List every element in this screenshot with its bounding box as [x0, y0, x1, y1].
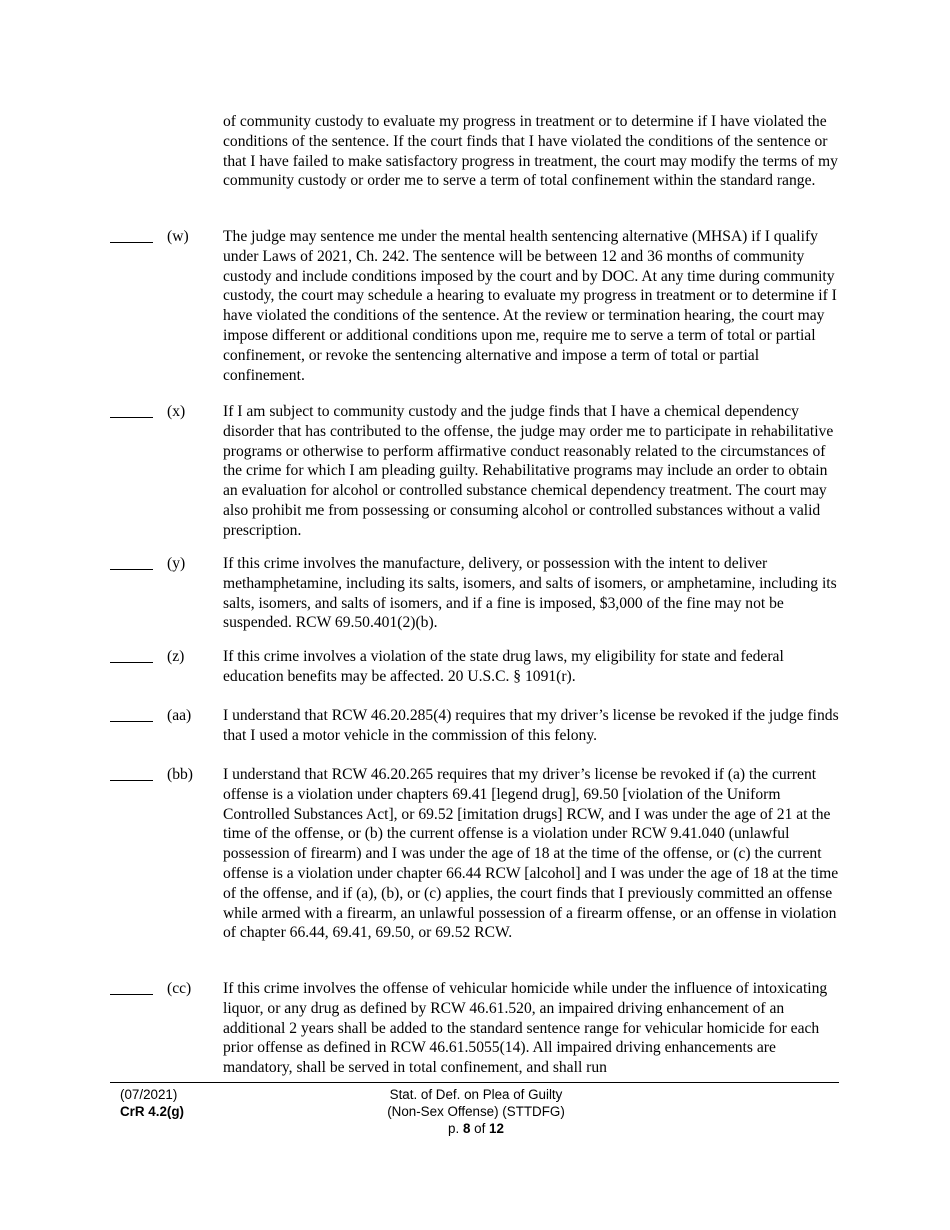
page-number: [376, 1120, 576, 1137]
clause-text: I understand that RCW 46.20.265 requires that my driver’s license be revoked if (a) the current offense is a violation under chapters 69.41 [legend drug], 69.50 [violation of the Uniform Controlled Substances Act], or 69.52 [imitation drugs] RCW, and I was under the age of 21 at the time of the offense, or (b) the current offense is a violation under RCW 9.41.040 (unlawful possession of firearm) and I was under the age of 18 at the time of the offense, or (c) the current offense is a violation under chapter 66.44 RCW [alcohol] and I was under the age of 18 at the time of the offense, and if (a), (b), or (c) applies, the court finds that I previously committed an offense while armed with a firearm, an unlawful possession of a firearm offense, or an offense in violation of chapter 66.44, 69.41, 69.50, or 69.52 RCW.: [223, 766, 839, 942]
clause-text: If this crime involves the manufacture, delivery, or possession with the intent to deliver methamphetamine, including its salts, isomers, and salts of isomers, or amphetamine, including its salts, isomers, and salts of isomers, and if a fine is imposed, $3,000 of the fine may not be suspended. RCW 69.50.401(2)(b).: [223, 555, 837, 632]
clause-text: If this crime involves the offense of vehicular homicide while under the influence of intoxicating liquor, or any drug as defined by RCW 46.61.520, an impaired driving enhancement of an additional 2 years shall be added to the standard sentence range for vehicular homicide for each prior offense as defined in RCW 46.61.5055(14). All impaired driving enhancements are mandatory, shall be served in total confinement, and shall run: [223, 980, 828, 1077]
initial-blank: [110, 780, 153, 781]
clause-label: (bb): [167, 766, 193, 783]
footer-rule: [110, 1082, 839, 1083]
page-prefix: p.: [448, 1121, 460, 1136]
form-date: (07/2021): [120, 1087, 178, 1102]
clause-label: (x): [167, 403, 186, 420]
initial-blank: [110, 662, 153, 663]
lead-paragraph: of community custody to evaluate my progress in treatment or to determine if I have violated the conditions of the sentence. If the court finds that I have violated the conditions of the sentence or that I have failed to make satisfactory progress in treatment, the court may modify the terms of my community custody or order me to serve a term of total confinement within the standard range.: [223, 113, 838, 190]
clause-text: The judge may sentence me under the mental health sentencing alternative (MHSA) if I qualify under Laws of 2021, Ch. 242. The sentence will be between 12 and 36 months of community custody and include conditions imposed by the court and by DOC. At any time during community custody, the court may schedule a hearing to evaluate my progress in treatment or to determine if I have violated the conditions of the sentence. At the review or termination hearing, the court may impose different or additional conditions upon me, require me to serve a term of total or partial confinement, or revoke the sentencing alternative and impose a term of total or partial confinement.: [223, 228, 837, 384]
clause-text: If I am subject to community custody and the judge finds that I have a chemical dependency disorder that has contributed to the offense, the judge may order me to participate in rehabilitative programs or otherwise to perform affirmative conduct reasonably related to the circumstances of the crime for which I am pleading guilty. Rehabilitative programs may include an order to obtain an evaluation for alcohol or controlled substance chemical dependency treatment. The court may also prohibit me from possessing or consuming alcohol or controlled substances without a valid prescription.: [223, 403, 834, 539]
initial-blank: [110, 242, 153, 243]
form-title-line2: (Non-Sex Offense) (STTDFG): [387, 1104, 565, 1119]
footer-left: [120, 1086, 184, 1120]
clause-label: (y): [167, 555, 186, 572]
initial-blank: [110, 569, 153, 570]
clause-label: (cc): [167, 980, 192, 997]
page-of: of: [474, 1121, 486, 1136]
initial-blank: [110, 417, 153, 418]
clause-text: If this crime involves a violation of the state drug laws, my eligibility for state and federal education benefits may be affected. 20 U.S.C. § 1091(r).: [223, 648, 784, 685]
initial-blank: [110, 721, 153, 722]
clause-label: (aa): [167, 707, 192, 724]
clause-text: I understand that RCW 46.20.285(4) requires that my driver’s license be revoked if the judge finds that I used a motor vehicle in the commission of this felony.: [223, 707, 839, 744]
clause-label: (z): [167, 648, 185, 665]
footer-center: [376, 1086, 576, 1137]
form-title-line1: Stat. of Def. on Plea of Guilty: [389, 1087, 563, 1102]
court-rule: CrR 4.2(g): [120, 1104, 184, 1119]
page-current: 8: [462, 1121, 471, 1136]
initial-blank: [110, 994, 153, 995]
page-total: 12: [489, 1121, 504, 1136]
clause-label: (w): [167, 228, 189, 245]
